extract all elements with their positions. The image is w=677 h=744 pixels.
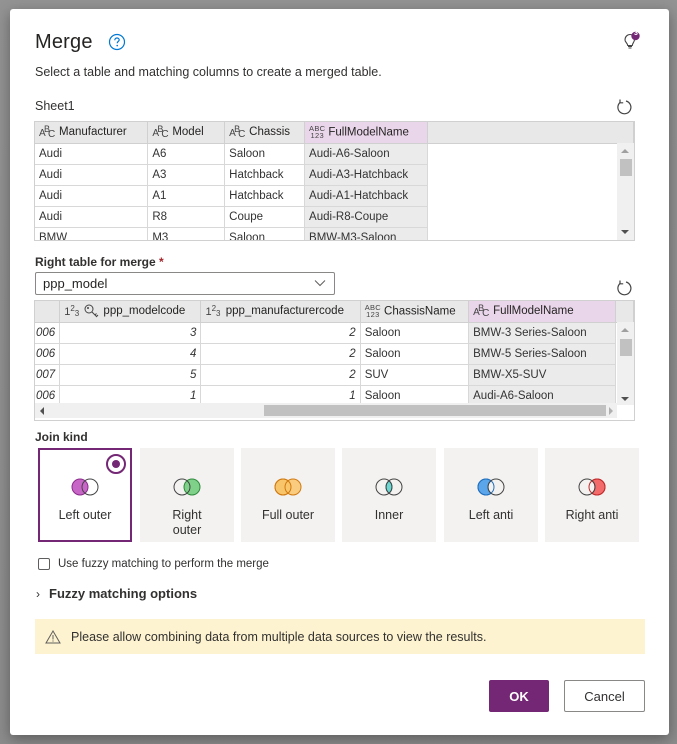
column-header-empty bbox=[427, 122, 633, 143]
right-table-horizontal-scrollbar[interactable] bbox=[35, 403, 617, 418]
right-table-grid bbox=[34, 300, 635, 421]
venn-full-outer-icon bbox=[272, 477, 304, 497]
chevron-down-icon bbox=[314, 279, 326, 287]
any-type-icon: ABC 123 bbox=[364, 302, 382, 320]
ok-button[interactable]: OK bbox=[489, 680, 549, 712]
empty-cell bbox=[427, 143, 633, 164]
dialog-subtitle: Select a table and matching columns to create a merged table. bbox=[35, 65, 382, 79]
empty-cell bbox=[427, 227, 633, 241]
cell: 5 bbox=[60, 364, 201, 385]
cell: Audi bbox=[35, 206, 148, 227]
selected-radio-icon bbox=[106, 454, 126, 474]
join-option-label: Right anti bbox=[565, 508, 619, 522]
join-option-left-outer[interactable] bbox=[38, 448, 132, 542]
dialog-title: Merge bbox=[35, 31, 93, 53]
column-header-model[interactable] bbox=[148, 122, 225, 143]
column-label: ppp_modelcode bbox=[103, 305, 186, 318]
cell: Audi-R8-Coupe bbox=[305, 206, 428, 227]
cell: A6 bbox=[148, 143, 225, 164]
join-option-right-outer[interactable] bbox=[140, 448, 234, 542]
cell: Audi bbox=[35, 185, 148, 206]
insights-lightbulb-icon[interactable] bbox=[620, 31, 642, 53]
cell: Audi-A3-Hatchback bbox=[305, 164, 428, 185]
row-number-header bbox=[35, 301, 60, 322]
cell: Saloon bbox=[225, 227, 305, 241]
scroll-up-icon[interactable] bbox=[621, 328, 629, 332]
cancel-button[interactable]: Cancel bbox=[564, 680, 645, 712]
dropdown-value: ppp_model bbox=[43, 276, 108, 291]
cell: Hatchback bbox=[225, 185, 305, 206]
table-row bbox=[35, 185, 634, 206]
any-type-icon: ABC 123 bbox=[309, 123, 326, 141]
refresh-left-table-icon[interactable] bbox=[614, 97, 634, 117]
venn-left-outer-icon bbox=[69, 477, 101, 497]
scrollbar-thumb[interactable] bbox=[620, 339, 632, 356]
join-option-full-outer[interactable] bbox=[241, 448, 335, 542]
column-label: Manufacturer bbox=[59, 126, 127, 139]
cell: Audi-A6-Saloon bbox=[305, 143, 428, 164]
merge-dialog bbox=[10, 9, 669, 735]
cell: 1 bbox=[201, 385, 360, 406]
text-type-icon: A B C bbox=[473, 303, 490, 320]
venn-left-anti-icon bbox=[475, 477, 507, 497]
right-table-vertical-scrollbar[interactable] bbox=[617, 322, 634, 405]
join-option-left-anti[interactable] bbox=[444, 448, 538, 542]
venn-right-anti-icon bbox=[576, 477, 608, 497]
cell: R8 bbox=[148, 206, 225, 227]
column-header-chassisname[interactable] bbox=[360, 301, 468, 322]
table-row bbox=[35, 227, 634, 241]
cell: BMW-X5-SUV bbox=[469, 364, 615, 385]
cell: BMW-3 Series-Saloon bbox=[469, 322, 615, 343]
fuzzy-matching-options-expander[interactable] bbox=[36, 586, 197, 601]
column-header-ppp-modelcode[interactable] bbox=[60, 301, 201, 322]
chevron-right-icon: › bbox=[36, 586, 40, 601]
table-row bbox=[35, 364, 634, 385]
column-header-chassis[interactable] bbox=[225, 122, 305, 143]
scroll-right-icon[interactable] bbox=[609, 407, 613, 415]
text-type-icon: A B C bbox=[39, 124, 56, 141]
help-icon[interactable] bbox=[108, 33, 126, 51]
column-label: Chassis bbox=[249, 126, 291, 139]
cell: 006 bbox=[35, 385, 60, 406]
scroll-left-icon[interactable] bbox=[40, 407, 44, 415]
right-table-label-text: Right table for merge bbox=[35, 255, 156, 269]
column-header-empty bbox=[615, 301, 633, 322]
fuzzy-matching-checkbox-row[interactable] bbox=[38, 558, 269, 570]
join-option-label: Right outer bbox=[172, 508, 202, 537]
column-label: Model bbox=[172, 126, 204, 139]
column-header-manufacturer[interactable] bbox=[35, 122, 148, 143]
cell: SUV bbox=[360, 364, 468, 385]
column-header-fullmodelname[interactable] bbox=[305, 122, 428, 143]
cell: Audi bbox=[35, 143, 148, 164]
join-kind-label: Join kind bbox=[35, 430, 88, 444]
table-row bbox=[35, 143, 634, 164]
cell: Audi-A6-Saloon bbox=[469, 385, 615, 406]
cell: 1 bbox=[60, 385, 201, 406]
column-label: ChassisName bbox=[384, 305, 456, 318]
cell: Saloon bbox=[360, 343, 468, 364]
cell: A3 bbox=[148, 164, 225, 185]
right-table-dropdown[interactable] bbox=[35, 272, 335, 295]
number-type-icon: $1^2_3$ bbox=[205, 304, 221, 319]
join-option-label: Left anti bbox=[468, 508, 514, 522]
join-option-label: Inner bbox=[374, 508, 404, 522]
column-label: FullModelName bbox=[328, 126, 409, 139]
cell: 2 bbox=[201, 364, 360, 385]
left-table-grid bbox=[34, 121, 635, 241]
table-row bbox=[35, 343, 634, 364]
left-table-vertical-scrollbar[interactable] bbox=[617, 143, 634, 240]
cell: 2 bbox=[201, 343, 360, 364]
warning-icon bbox=[45, 630, 61, 644]
cell: 007 bbox=[35, 364, 60, 385]
column-label: FullModelName bbox=[493, 305, 574, 318]
venn-right-outer-icon bbox=[171, 477, 203, 497]
cell: 3 bbox=[60, 322, 201, 343]
empty-cell bbox=[427, 185, 633, 206]
fuzzy-matching-checkbox-label: Use fuzzy matching to perform the merge bbox=[58, 558, 269, 570]
right-table-label bbox=[35, 255, 164, 269]
key-icon bbox=[84, 304, 100, 318]
column-header-ppp-manufacturercode[interactable] bbox=[201, 301, 360, 322]
join-option-label: Left outer bbox=[58, 508, 112, 522]
required-marker: * bbox=[159, 255, 164, 269]
cell: BMW-5 Series-Saloon bbox=[469, 343, 615, 364]
scroll-up-icon[interactable] bbox=[621, 149, 629, 153]
left-table-name: Sheet1 bbox=[35, 99, 75, 113]
cell: 4 bbox=[60, 343, 201, 364]
empty-cell bbox=[427, 206, 633, 227]
empty-cell bbox=[427, 164, 633, 185]
cell: 006 bbox=[35, 322, 60, 343]
cell: BMW-M3-Saloon bbox=[305, 227, 428, 241]
cell: A1 bbox=[148, 185, 225, 206]
cell: BMW bbox=[35, 227, 148, 241]
table-row bbox=[35, 164, 634, 185]
warning-banner bbox=[35, 619, 645, 654]
scroll-down-icon[interactable] bbox=[621, 397, 629, 401]
column-header-fullmodelname[interactable] bbox=[469, 301, 615, 322]
cell: Saloon bbox=[360, 385, 468, 406]
cell: M3 bbox=[148, 227, 225, 241]
scrollbar-thumb[interactable] bbox=[264, 405, 606, 416]
scroll-down-icon[interactable] bbox=[621, 230, 629, 234]
scrollbar-thumb[interactable] bbox=[620, 159, 632, 176]
cell: Coupe bbox=[225, 206, 305, 227]
cell: Saloon bbox=[225, 143, 305, 164]
fuzzy-options-label: Fuzzy matching options bbox=[49, 586, 198, 601]
cell: 006 bbox=[35, 343, 60, 364]
warning-text: Please allow combining data from multiple data sources to view the results. bbox=[71, 629, 487, 644]
venn-inner-icon bbox=[373, 477, 405, 497]
join-option-inner[interactable] bbox=[342, 448, 436, 542]
cell: Hatchback bbox=[225, 164, 305, 185]
column-label: ppp_manufacturercode bbox=[225, 305, 344, 318]
cell: Audi bbox=[35, 164, 148, 185]
join-option-label: Full outer bbox=[261, 508, 315, 522]
cell: Saloon bbox=[360, 322, 468, 343]
text-type-icon: A B C bbox=[229, 124, 246, 141]
fuzzy-matching-checkbox[interactable] bbox=[38, 558, 50, 570]
table-row bbox=[35, 322, 634, 343]
cell: Audi-A1-Hatchback bbox=[305, 185, 428, 206]
insights-badge-count: 3 bbox=[634, 30, 638, 37]
table-row bbox=[35, 206, 634, 227]
refresh-right-table-icon[interactable] bbox=[614, 278, 634, 298]
text-type-icon: A B C bbox=[152, 124, 169, 141]
number-type-icon: $1^2_3$ bbox=[64, 304, 80, 319]
join-option-right-anti[interactable] bbox=[545, 448, 639, 542]
cell: 2 bbox=[201, 322, 360, 343]
